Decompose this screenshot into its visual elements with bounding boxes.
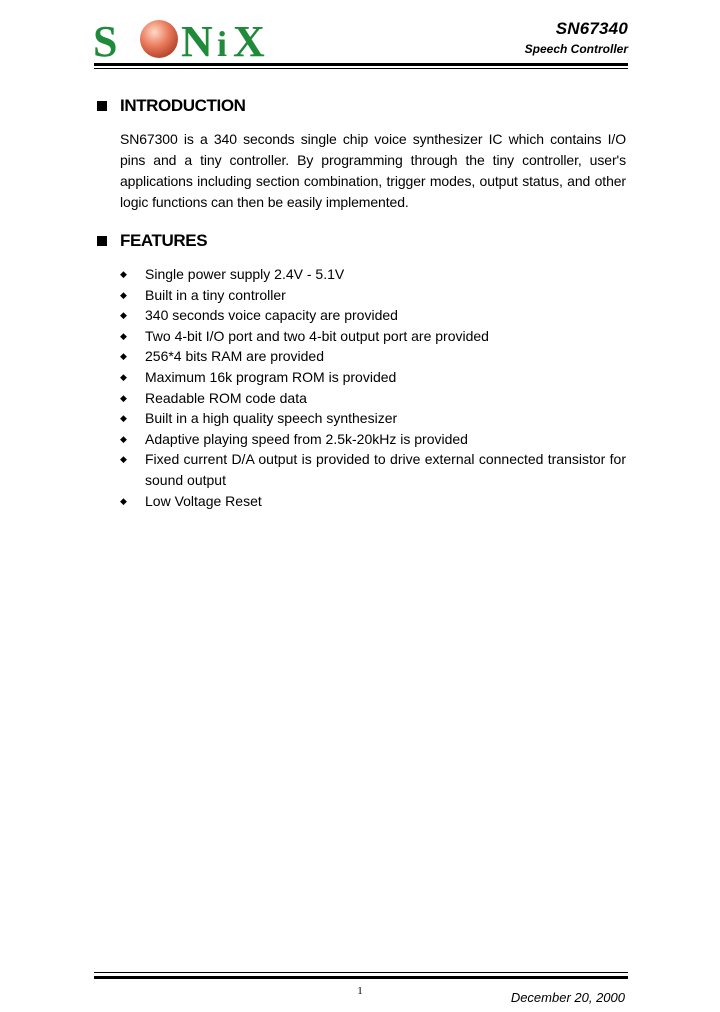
diamond-bullet-icon: ◆ bbox=[120, 310, 127, 321]
feature-item: ◆ Built in a high quality speech synthesizer bbox=[120, 408, 626, 429]
diamond-bullet-icon: ◆ bbox=[120, 269, 127, 279]
document-title: SN67340 bbox=[555, 19, 628, 38]
feature-item: ◆ Maximum 16k program ROM is provided bbox=[120, 367, 626, 388]
diamond-bullet-icon: ◆ bbox=[120, 413, 127, 424]
diamond-bullet-icon: ◆ bbox=[120, 392, 127, 403]
square-bullet-icon bbox=[97, 101, 107, 111]
diamond-bullet-icon: ◆ bbox=[120, 330, 127, 341]
header-rule-thin bbox=[94, 68, 628, 69]
square-bullet-icon bbox=[97, 236, 107, 246]
logo-letter-n: N bbox=[181, 17, 213, 60]
feature-item: ◆ Built in a tiny controller bbox=[120, 285, 626, 306]
footer-rule-thin bbox=[94, 972, 628, 973]
diamond-bullet-icon: ◆ bbox=[120, 495, 127, 506]
diamond-bullet-icon: ◆ bbox=[120, 351, 127, 362]
feature-item: ◆ Single power supply 2.4V - 5.1V bbox=[120, 264, 626, 285]
page-number: 1 bbox=[357, 985, 363, 997]
introduction-paragraph: SN67300 is a 340 seconds single chip voice synthesizer IC which contains I/O pins and a tiny controller. By programming through the tiny controller, user's applications including section combination, trigger modes, output status, and other logic functions can then be easily implemented. bbox=[120, 131, 626, 210]
footer-rule-thick bbox=[94, 976, 628, 979]
feature-item: ◆ Adaptive playing speed from 2.5k-20kHz is provided bbox=[120, 429, 626, 450]
introduction-title: INTRODUCTION bbox=[120, 96, 246, 115]
feature-item: ◆ Fixed current D/A output is provided to drive external connected transistor for sound output bbox=[120, 451, 626, 488]
document-subtitle: Speech Controller bbox=[524, 42, 628, 56]
logo-letter-i: i bbox=[217, 24, 228, 60]
logo-ball-icon bbox=[140, 20, 178, 58]
feature-item: ◆ Low Voltage Reset bbox=[120, 491, 626, 512]
feature-item: ◆ Readable ROM code data bbox=[120, 388, 626, 409]
features-list bbox=[120, 264, 626, 511]
feature-item: ◆ 340 seconds voice capacity are provided bbox=[120, 305, 626, 326]
introduction-heading bbox=[97, 96, 246, 116]
feature-item: ◆ 256*4 bits RAM are provided bbox=[120, 346, 626, 367]
features-heading bbox=[97, 231, 207, 251]
diamond-bullet-icon: ◆ bbox=[120, 454, 127, 465]
features-title: FEATURES bbox=[120, 231, 208, 250]
logo-letter-s: S bbox=[93, 17, 118, 60]
header-rule-thick bbox=[94, 63, 628, 66]
logo-letter-x: X bbox=[233, 17, 265, 60]
feature-item: ◆ Two 4-bit I/O port and two 4-bit output port are provided bbox=[120, 326, 626, 347]
diamond-bullet-icon: ◆ bbox=[120, 371, 127, 382]
diamond-bullet-icon: ◆ bbox=[120, 433, 127, 444]
footer-date: December 20, 2000 bbox=[510, 990, 625, 1005]
sonix-logo bbox=[93, 14, 273, 60]
diamond-bullet-icon: ◆ bbox=[120, 289, 127, 300]
